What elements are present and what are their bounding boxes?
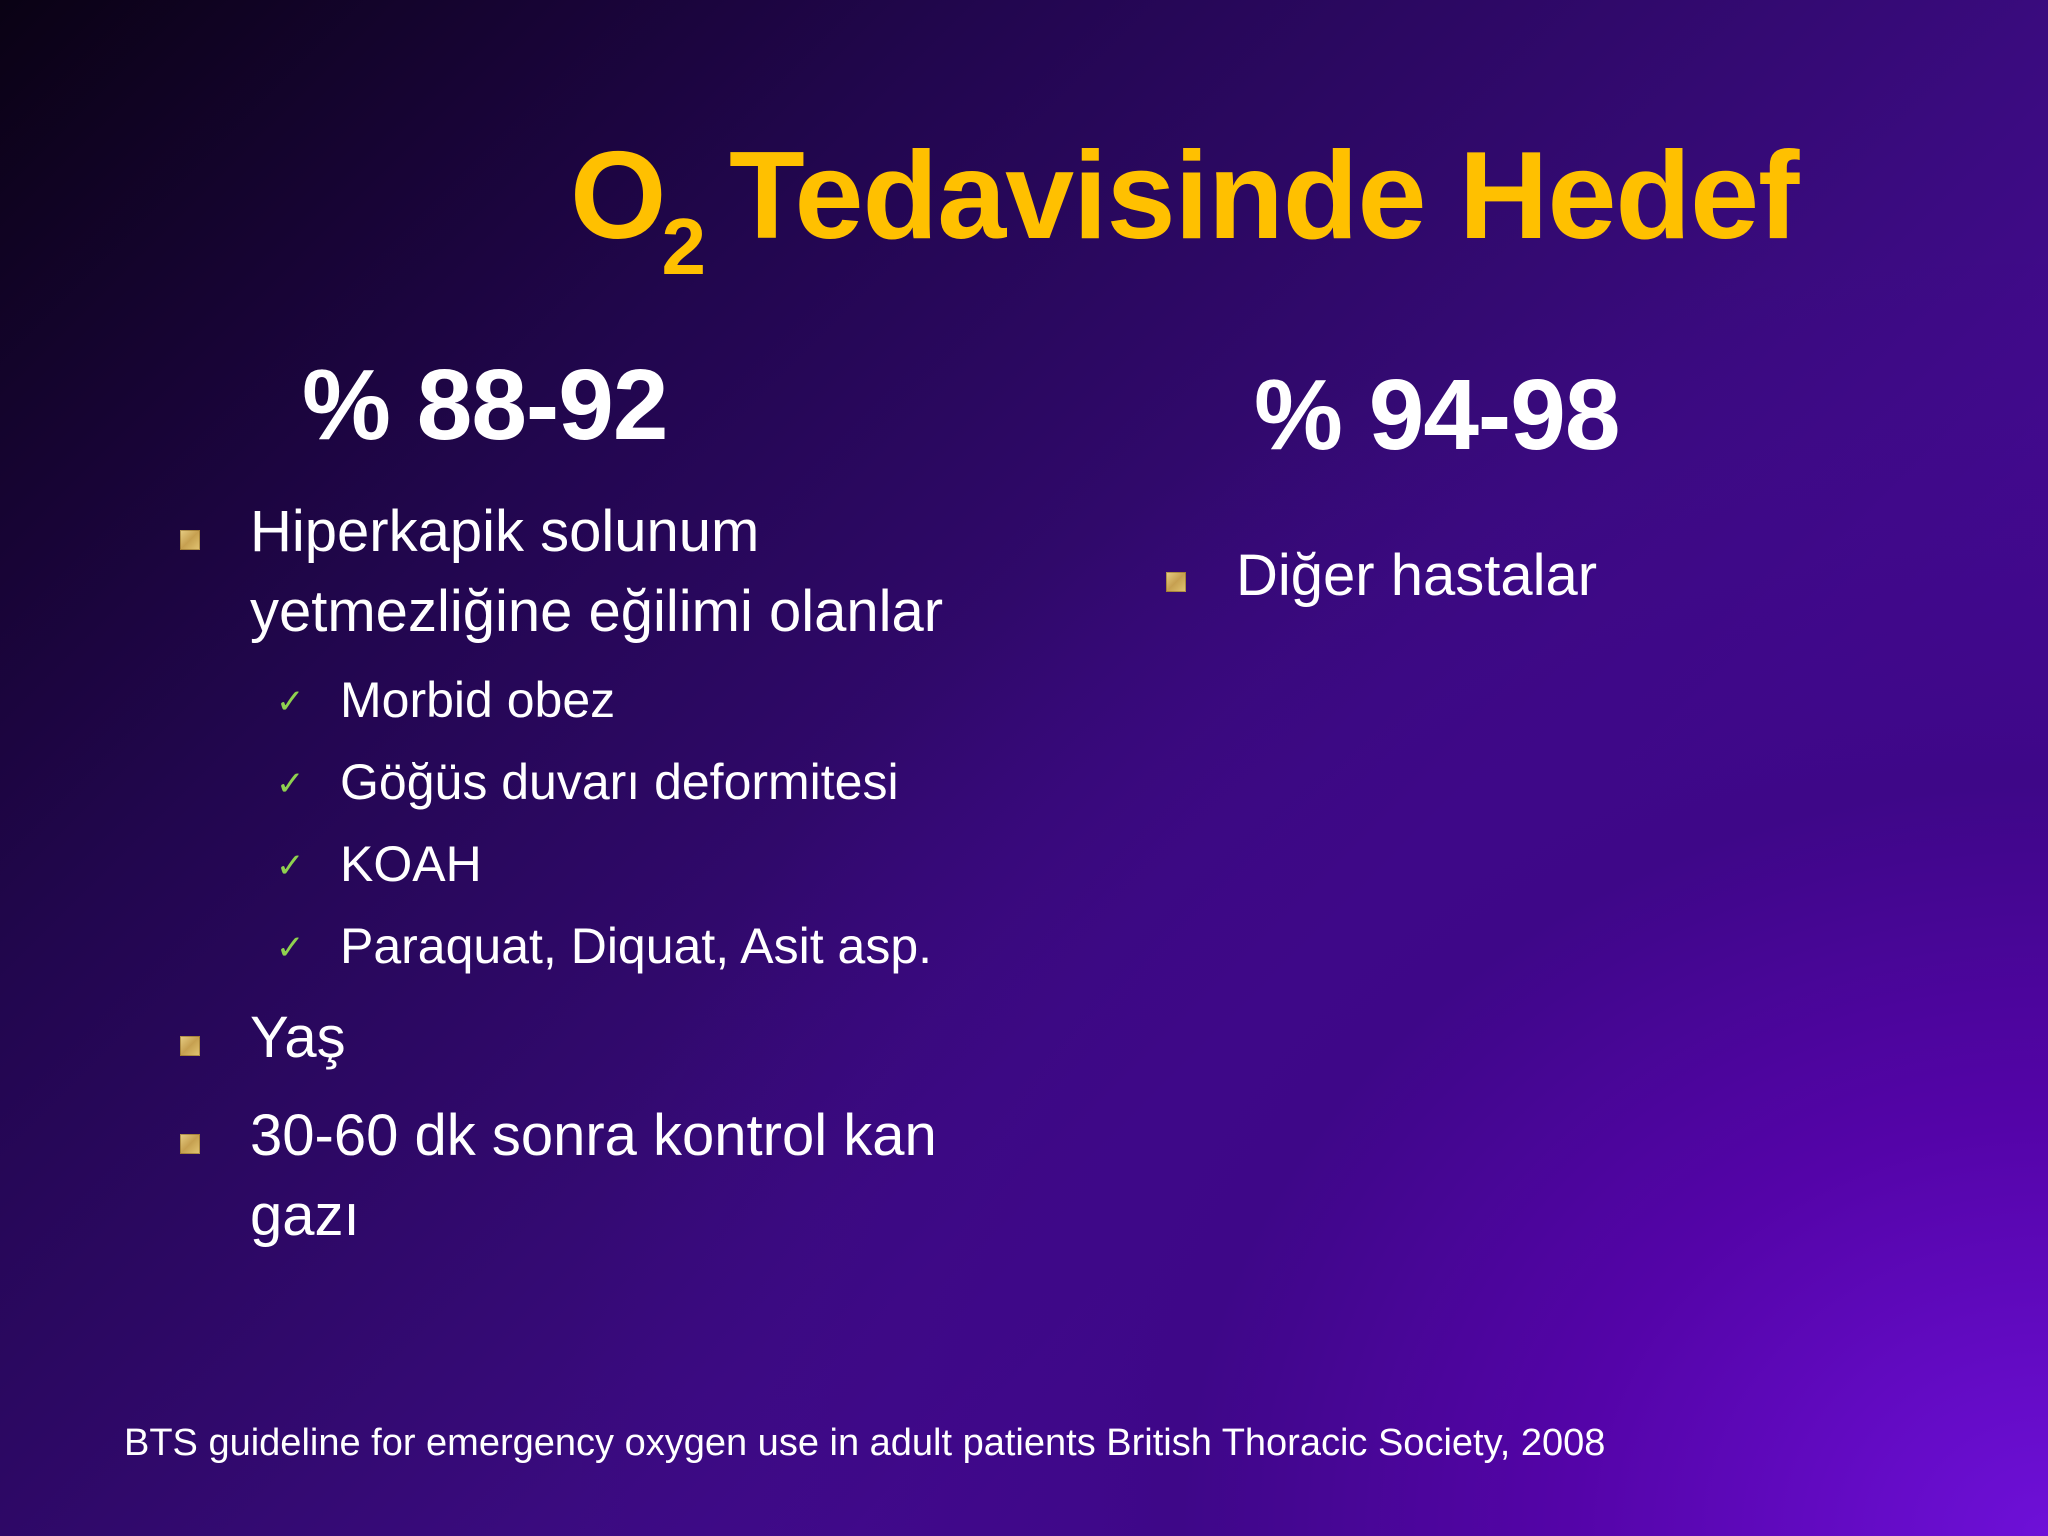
checkmark-icon: ✓ bbox=[276, 682, 305, 722]
square-bullet-icon bbox=[1166, 572, 1186, 592]
square-bullet-icon bbox=[180, 530, 200, 550]
slide-title bbox=[570, 127, 1870, 291]
subitem-2: Göğüs duvarı deformitesi bbox=[340, 754, 899, 810]
left-bullet-1-line1: Hiperkapik solunum bbox=[250, 499, 760, 564]
left-bullet-3-line1: 30-60 dk sonra kontrol kan bbox=[250, 1103, 937, 1168]
subitem-3: KOAH bbox=[340, 836, 482, 892]
left-bullet-2-line1: Yaş bbox=[250, 1005, 346, 1070]
subitem-1: Morbid obez bbox=[340, 672, 616, 728]
title-rest: Tedavisinde Hedef bbox=[728, 127, 1799, 265]
subitem-4: Paraquat, Diquat, Asit asp. bbox=[340, 918, 933, 974]
checkmark-icon: ✓ bbox=[276, 928, 305, 968]
left-bullet-1 bbox=[250, 492, 943, 652]
checkmark-icon: ✓ bbox=[276, 846, 305, 886]
left-bullet-1-line2: yetmezliğine eğilimi olanlar bbox=[250, 579, 944, 644]
title-subscript: 2 bbox=[661, 202, 705, 291]
left-bullet-3-line2: gazı bbox=[250, 1183, 360, 1248]
checkmark-icon: ✓ bbox=[276, 764, 305, 804]
right-bullet-1 bbox=[1236, 536, 1597, 616]
square-bullet-icon bbox=[180, 1134, 200, 1154]
left-bullet-3 bbox=[250, 1096, 937, 1256]
square-bullet-icon bbox=[180, 1036, 200, 1056]
footer-citation: BTS guideline for emergency oxygen use in adult patients British Thoracic Society, 2008 bbox=[124, 1422, 1606, 1464]
right-column-heading: % 94-98 bbox=[1254, 359, 1620, 471]
left-bullet-2 bbox=[250, 998, 346, 1078]
right-bullet-1-line1: Diğer hastalar bbox=[1236, 543, 1598, 608]
title-o: O bbox=[570, 127, 666, 265]
left-column-heading: % 88-92 bbox=[302, 349, 668, 461]
